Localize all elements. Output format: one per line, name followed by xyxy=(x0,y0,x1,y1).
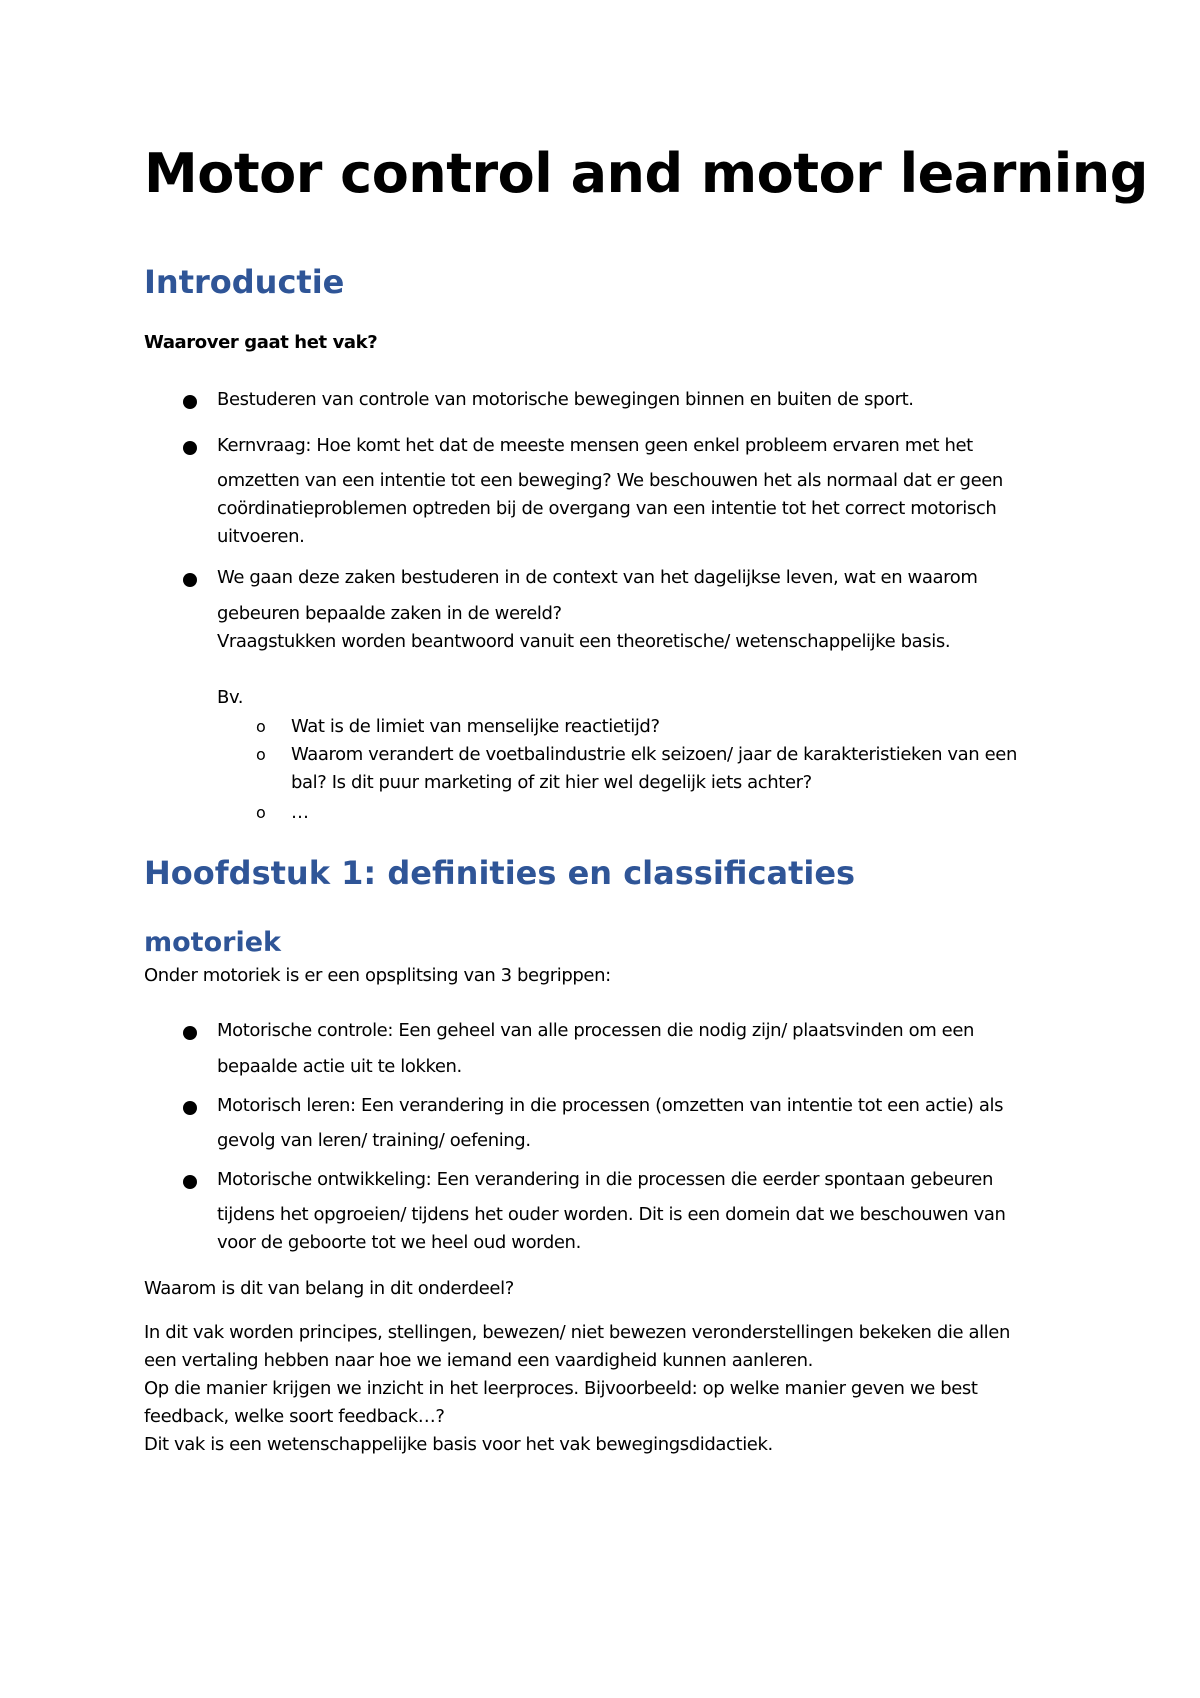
intro-bullet-2-line-2: omzetten van een intentie tot een beweging? We beschouwen het als normaal dat er geen xyxy=(217,470,1003,491)
heading-motoriek: motoriek xyxy=(144,927,281,958)
intro-bullet-3-line-2: gebeuren bepaalde zaken in de wereld? xyxy=(217,603,562,624)
heading-hoofdstuk-1: Hoofdstuk 1: definities en classificaties xyxy=(144,854,856,892)
motoriek-bullet-1-line-1: Motorische controle: Een geheel van alle processen die nodig zijn/ plaatsvinden om een xyxy=(217,1020,975,1041)
example-label: Bv. xyxy=(217,687,244,708)
intro-bullet-2-line-4: uitvoeren. xyxy=(217,526,305,547)
bullet-icon xyxy=(183,1175,197,1189)
motoriek-lead: Onder motoriek is er een opsplitsing van 3 begrippen: xyxy=(144,965,611,986)
intro-bullet-3-line-1: We gaan deze zaken bestuderen in de context van het dagelijkse leven, wat en waarom xyxy=(217,567,978,588)
bullet-icon xyxy=(183,1026,197,1040)
question-line: Waarom is dit van belang in dit onderdeel? xyxy=(144,1278,514,1299)
paragraph-line-4: feedback, welke soort feedback…? xyxy=(144,1406,445,1427)
motoriek-bullet-3-line-3: voor de geboorte tot we heel oud worden. xyxy=(217,1232,581,1253)
paragraph-line-5: Dit vak is een wetenschappelijke basis voor het vak bewegingsdidactiek. xyxy=(144,1434,773,1455)
intro-bullet-3-line-3: Vraagstukken worden beantwoord vanuit een theoretische/ wetenschappelijke basis. xyxy=(217,631,951,652)
bullet-icon xyxy=(183,441,197,455)
sub-bullet-marker: o xyxy=(256,745,266,764)
heading-introductie: Introductie xyxy=(144,263,345,301)
sub-bullet-2-line-1: Waarom verandert de voetbalindustrie elk seizoen/ jaar de karakteristieken van een xyxy=(291,744,1017,765)
motoriek-bullet-3-line-2: tijdens het opgroeien/ tijdens het ouder worden. Dit is een domein dat we beschouwen van xyxy=(217,1204,1006,1225)
document-title: Motor control and motor learning xyxy=(144,142,1148,205)
intro-bullet-2-line-1: Kernvraag: Hoe komt het dat de meeste mensen geen enkel probleem ervaren met het xyxy=(217,435,973,456)
paragraph-line-3: Op die manier krijgen we inzicht in het leerproces. Bijvoorbeeld: op welke manier geven we best xyxy=(144,1378,978,1399)
motoriek-bullet-2-line-1: Motorisch leren: Een verandering in die processen (omzetten van intentie tot een actie) als xyxy=(217,1095,1004,1116)
intro-bullet-2-line-3: coördinatieproblemen optreden bij de overgang van een intentie tot het correct motorisch xyxy=(217,498,997,519)
intro-bullet-1-line-1: Bestuderen van controle van motorische bewegingen binnen en buiten de sport. xyxy=(217,389,914,410)
sub-bullet-marker: o xyxy=(256,803,266,822)
motoriek-bullet-1-line-2: bepaalde actie uit te lokken. xyxy=(217,1056,462,1077)
bullet-icon xyxy=(183,573,197,587)
paragraph-line-2: een vertaling hebben naar hoe we iemand een vaardigheid kunnen aanleren. xyxy=(144,1350,813,1371)
bullet-icon xyxy=(183,1101,197,1115)
sub-bullet-marker: o xyxy=(256,717,266,736)
paragraph-line-1: In dit vak worden principes, stellingen, bewezen/ niet bewezen veronderstellingen bekeken die allen xyxy=(144,1322,1010,1343)
bullet-icon xyxy=(183,395,197,409)
motoriek-bullet-3-line-1: Motorische ontwikkeling: Een verandering in die processen die eerder spontaan gebeuren xyxy=(217,1169,993,1190)
sub-bullet-3-line-1: … xyxy=(291,802,309,823)
motoriek-bullet-2-line-2: gevolg van leren/ training/ oefening. xyxy=(217,1130,531,1151)
sub-bullet-2-line-2: bal? Is dit puur marketing of zit hier wel degelijk iets achter? xyxy=(291,772,812,793)
sub-bullet-1-line-1: Wat is de limiet van menselijke reactietijd? xyxy=(291,716,660,737)
subheading-waarover: Waarover gaat het vak? xyxy=(144,332,378,353)
